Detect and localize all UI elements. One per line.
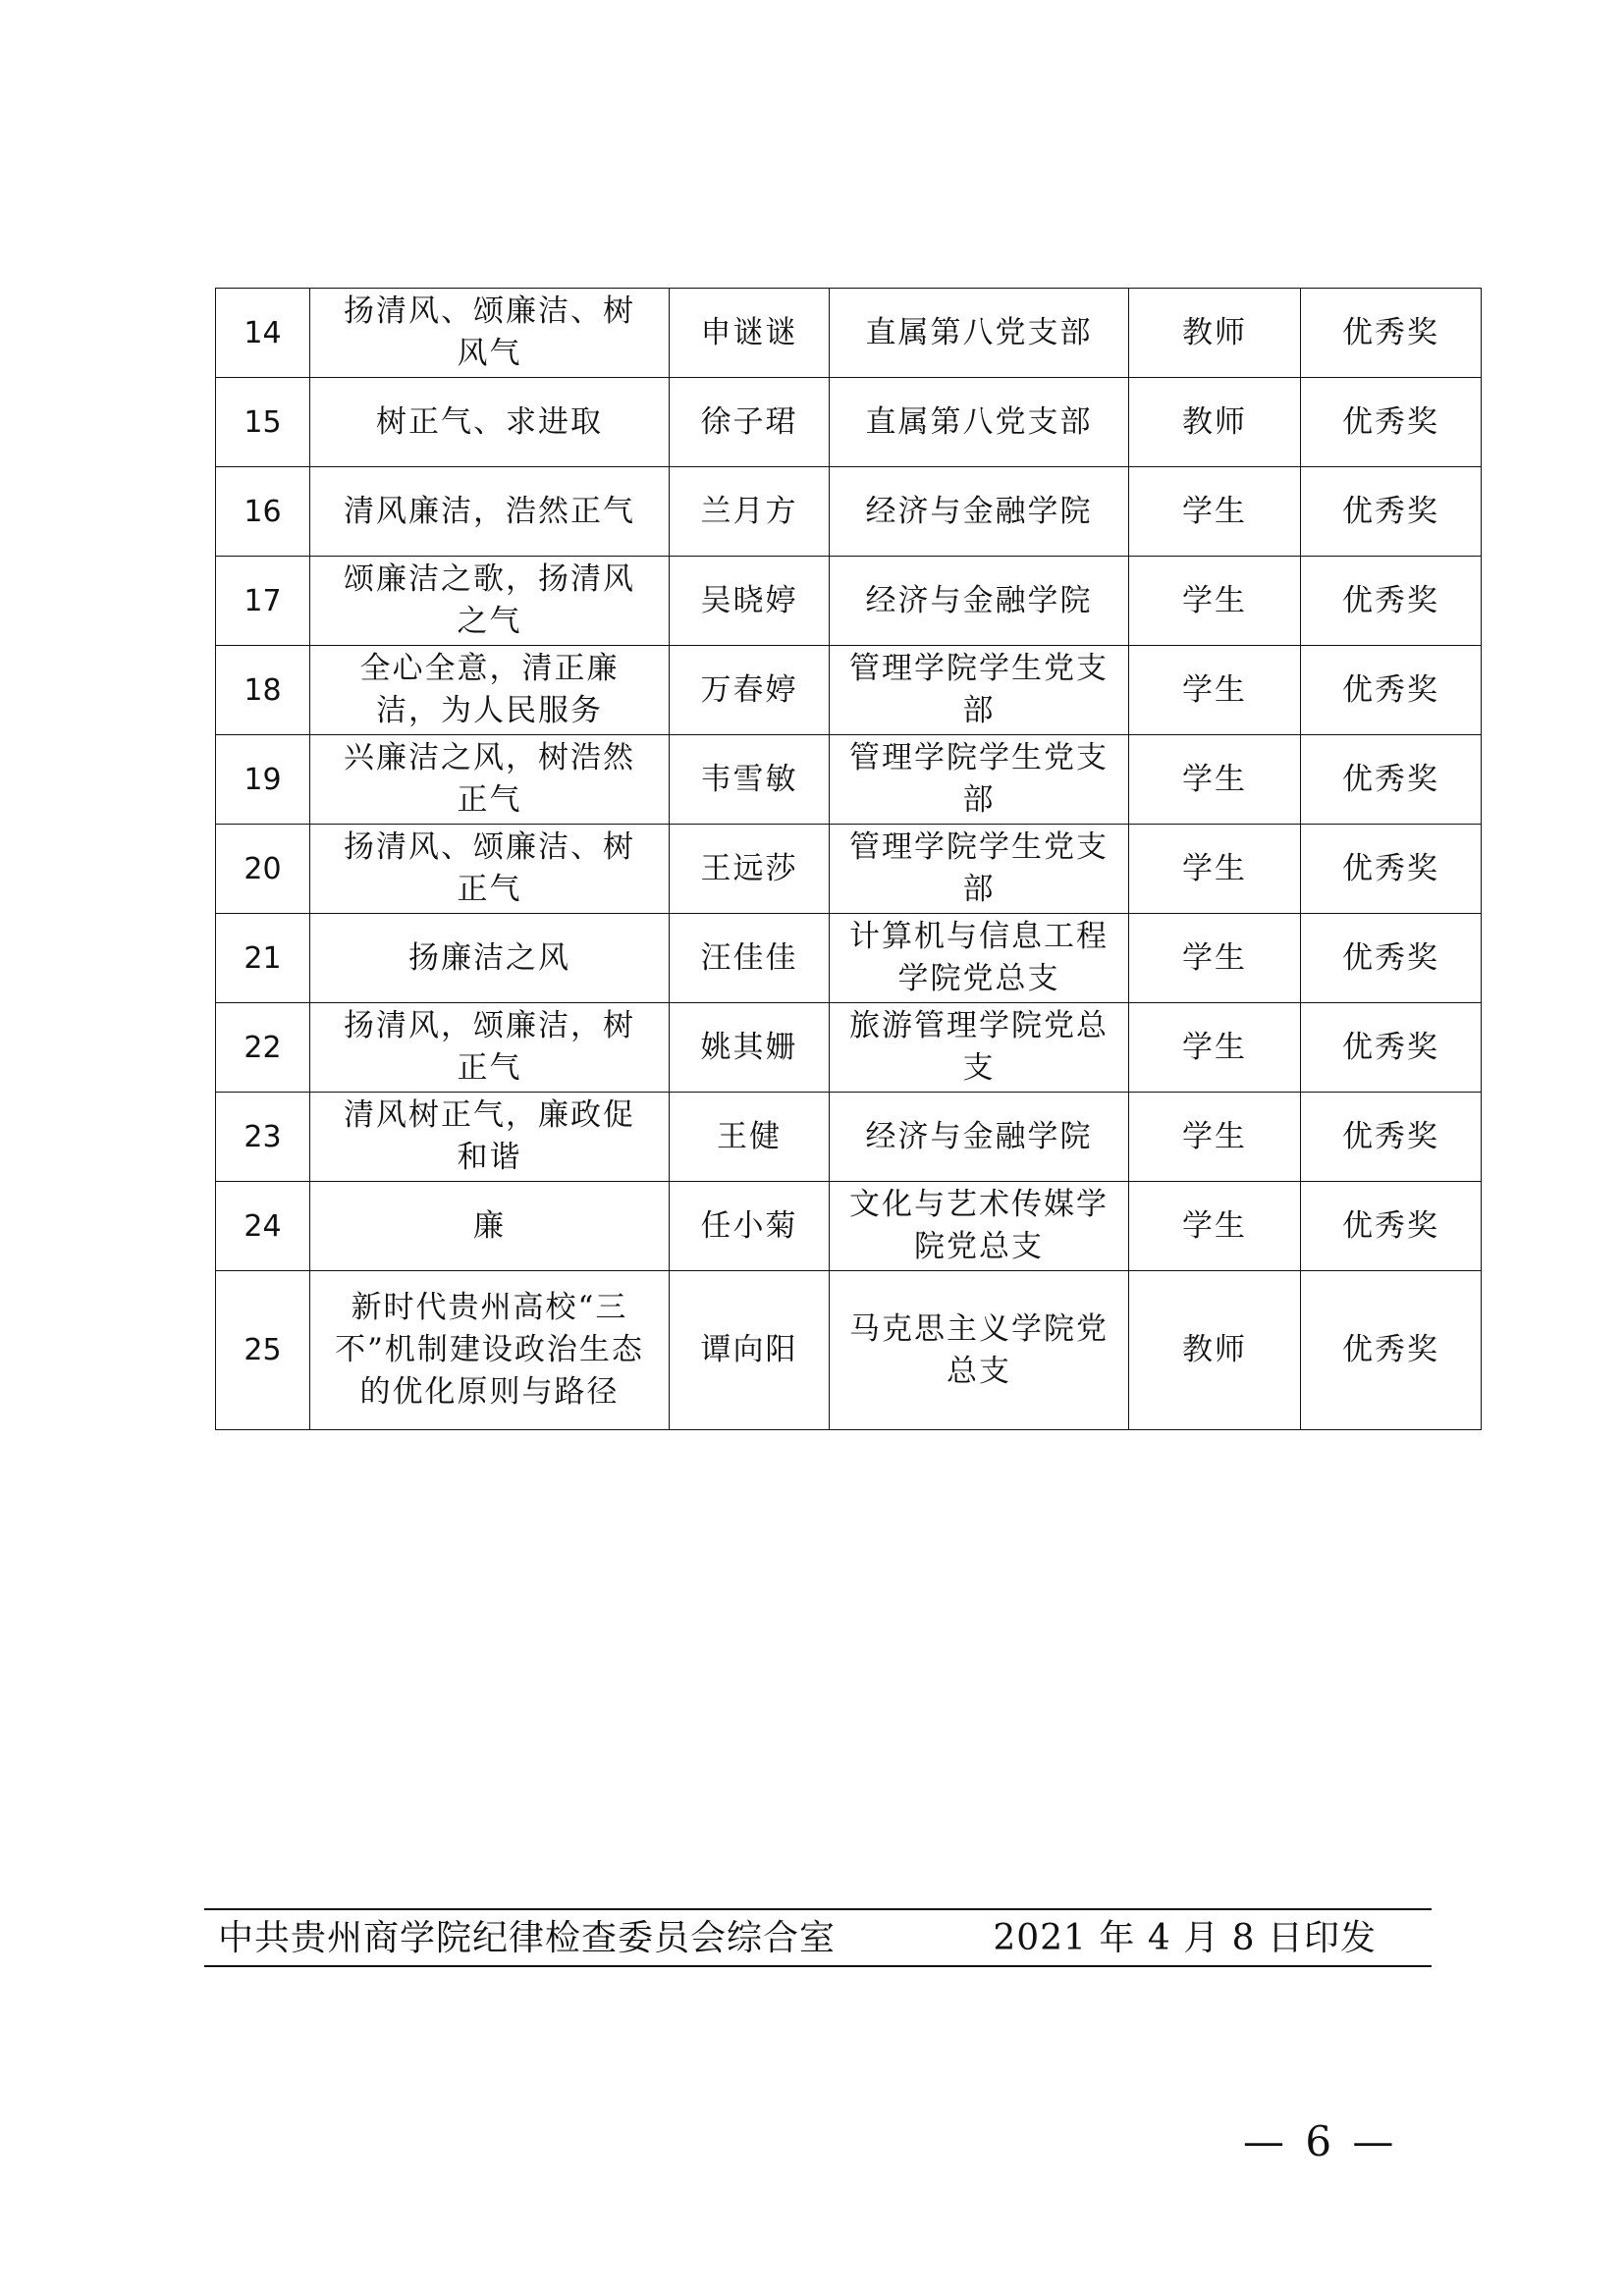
row-number: 19: [216, 735, 310, 825]
author-name: 万春婷: [670, 646, 830, 735]
award-level: 优秀奖: [1301, 825, 1482, 914]
author-name: 谭向阳: [670, 1271, 830, 1430]
work-title: 扬清风，颂廉洁，树正气: [310, 1003, 670, 1093]
table-row: [216, 646, 1482, 735]
award-level: 优秀奖: [1301, 289, 1482, 378]
identity: 学生: [1129, 735, 1301, 825]
award-level: 优秀奖: [1301, 1182, 1482, 1271]
unit-name: 旅游管理学院党总支: [830, 1003, 1129, 1093]
row-number: 20: [216, 825, 310, 914]
work-title: 兴廉洁之风，树浩然正气: [310, 735, 670, 825]
author-name: 吴晓婷: [670, 557, 830, 646]
author-name: 任小菊: [670, 1182, 830, 1271]
author-name: 汪佳佳: [670, 914, 830, 1003]
award-level: 优秀奖: [1301, 467, 1482, 557]
row-number: 23: [216, 1093, 310, 1182]
author-name: 韦雪敏: [670, 735, 830, 825]
award-level: 优秀奖: [1301, 557, 1482, 646]
work-title: 颂廉洁之歌，扬清风之气: [310, 557, 670, 646]
row-number: 25: [216, 1271, 310, 1430]
award-level: 优秀奖: [1301, 378, 1482, 467]
table-row: [216, 378, 1482, 467]
unit-name: 计算机与信息工程学院党总支: [830, 914, 1129, 1003]
identity: 学生: [1129, 1003, 1301, 1093]
unit-name: 经济与金融学院: [830, 557, 1129, 646]
award-table-body: [216, 289, 1482, 1430]
row-number: 21: [216, 914, 310, 1003]
unit-name: 直属第八党支部: [830, 289, 1129, 378]
unit-name: 马克思主义学院党总支: [830, 1271, 1129, 1430]
row-number: 15: [216, 378, 310, 467]
issue-date: 2021 年 4 月 8 日印发: [993, 1918, 1377, 1958]
award-level: 优秀奖: [1301, 914, 1482, 1003]
unit-name: 文化与艺术传媒学院党总支: [830, 1182, 1129, 1271]
identity: 学生: [1129, 467, 1301, 557]
table-row: [216, 289, 1482, 378]
row-number: 17: [216, 557, 310, 646]
unit-name: 经济与金融学院: [830, 467, 1129, 557]
author-name: 申谜谜: [670, 289, 830, 378]
identity: 教师: [1129, 378, 1301, 467]
table-row: [216, 467, 1482, 557]
table-row: [216, 914, 1482, 1003]
award-level: 优秀奖: [1301, 1003, 1482, 1093]
table-row: [216, 1093, 1482, 1182]
table-row: [216, 557, 1482, 646]
identity: 学生: [1129, 646, 1301, 735]
work-title: 扬清风、颂廉洁、树风气: [310, 289, 670, 378]
work-title: 新时代贵州高校“三不”机制建设政治生态的优化原则与路径: [310, 1271, 670, 1430]
award-level: 优秀奖: [1301, 1271, 1482, 1430]
row-number: 18: [216, 646, 310, 735]
work-title: 扬清风、颂廉洁、树正气: [310, 825, 670, 914]
identity: 学生: [1129, 1182, 1301, 1271]
award-level: 优秀奖: [1301, 735, 1482, 825]
award-level: 优秀奖: [1301, 646, 1482, 735]
table-row: [216, 1271, 1482, 1430]
row-number: 24: [216, 1182, 310, 1271]
unit-name: 直属第八党支部: [830, 378, 1129, 467]
unit-name: 管理学院学生党支部: [830, 646, 1129, 735]
award-table: [215, 288, 1482, 1430]
author-name: 姚其姗: [670, 1003, 830, 1093]
identity: 学生: [1129, 557, 1301, 646]
unit-name: 管理学院学生党支部: [830, 735, 1129, 825]
table-row: [216, 1003, 1482, 1093]
identity: 教师: [1129, 289, 1301, 378]
identity: 学生: [1129, 825, 1301, 914]
work-title: 全心全意，清正廉洁，为人民服务: [310, 646, 670, 735]
table-row: [216, 825, 1482, 914]
work-title: 扬廉洁之风: [310, 914, 670, 1003]
row-number: 22: [216, 1003, 310, 1093]
identity: 教师: [1129, 1271, 1301, 1430]
author-name: 徐子珺: [670, 378, 830, 467]
unit-name: 经济与金融学院: [830, 1093, 1129, 1182]
identity: 学生: [1129, 1093, 1301, 1182]
author-name: 兰月方: [670, 467, 830, 557]
identity: 学生: [1129, 914, 1301, 1003]
row-number: 16: [216, 467, 310, 557]
work-title: 树正气、求进取: [310, 378, 670, 467]
work-title: 清风廉洁，浩然正气: [310, 467, 670, 557]
table-row: [216, 1182, 1482, 1271]
unit-name: 管理学院学生党支部: [830, 825, 1129, 914]
author-name: 王远莎: [670, 825, 830, 914]
issuing-info-bar: [204, 1908, 1432, 1967]
page-number: — 6 —: [1243, 2117, 1398, 2165]
award-level: 优秀奖: [1301, 1093, 1482, 1182]
work-title: 清风树正气，廉政促和谐: [310, 1093, 670, 1182]
issuing-organization: 中共贵州商学院纪律检查委员会综合室: [218, 1918, 837, 1958]
table-row: [216, 735, 1482, 825]
row-number: 14: [216, 289, 310, 378]
work-title: 廉: [310, 1182, 670, 1271]
author-name: 王健: [670, 1093, 830, 1182]
